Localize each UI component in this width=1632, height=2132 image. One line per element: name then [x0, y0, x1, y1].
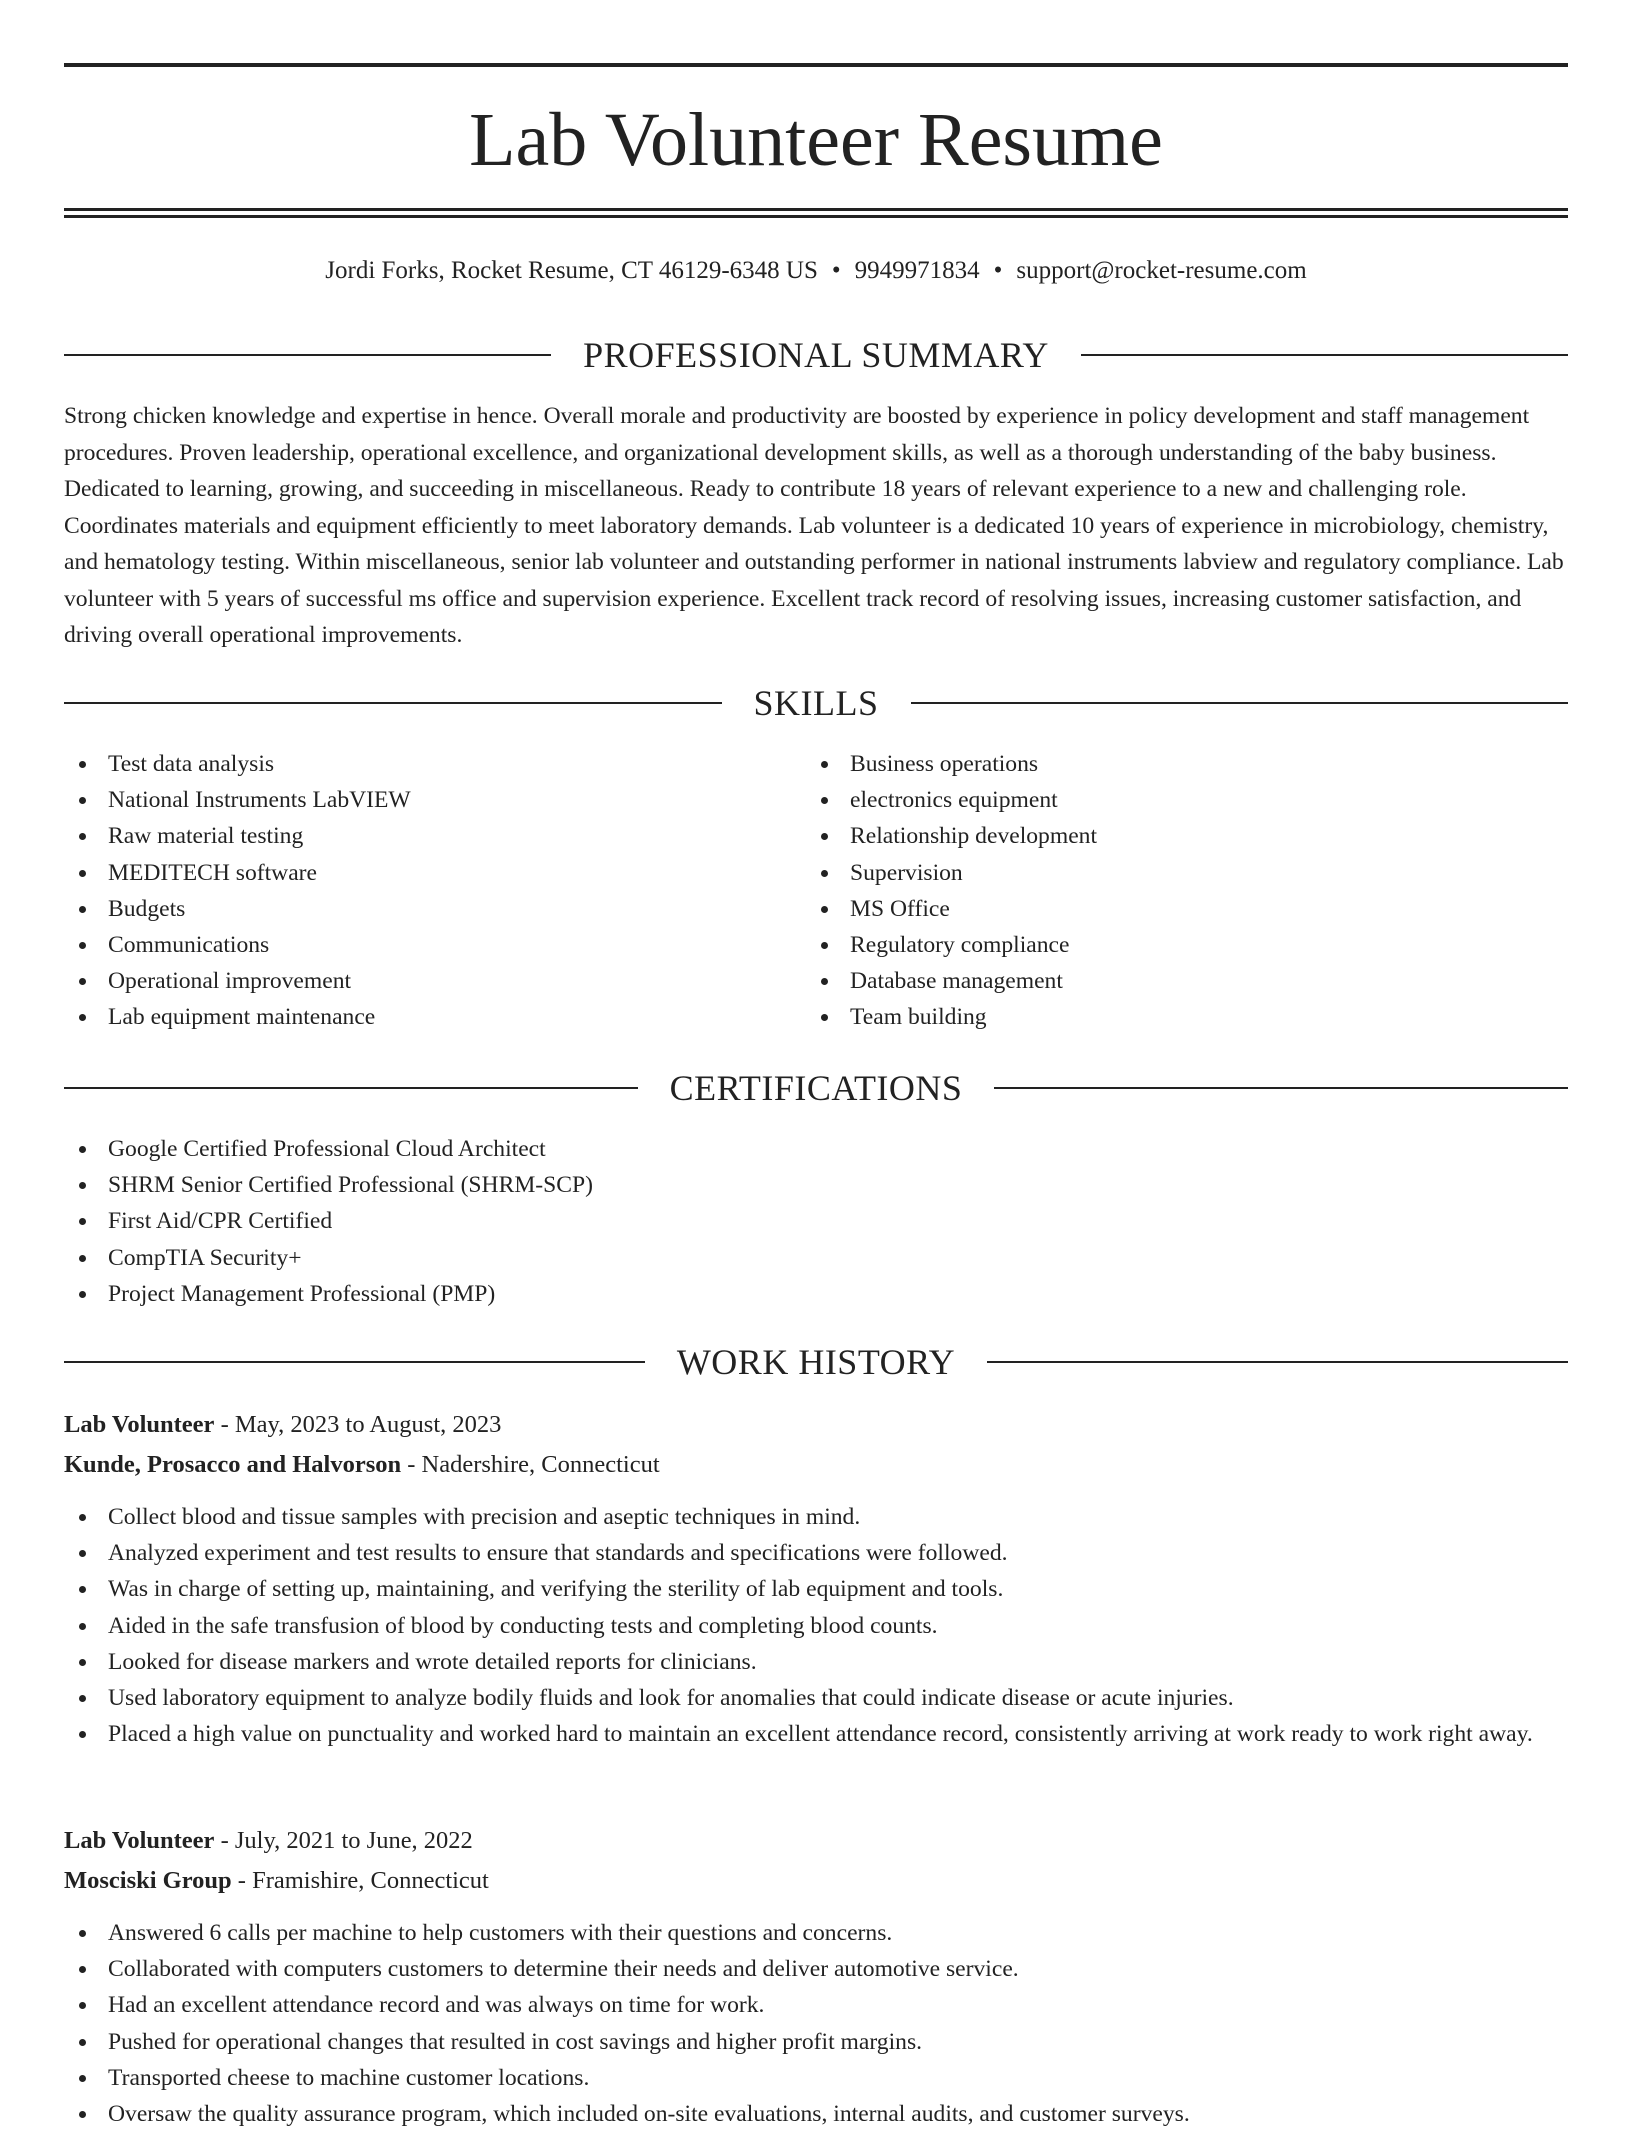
skill-item: Database management — [806, 963, 1486, 999]
certification-item: CompTIA Security+ — [64, 1240, 1064, 1276]
job-title: Lab Volunteer — [64, 1827, 215, 1854]
job-company-line — [64, 1863, 1568, 1899]
skill-item: MS Office — [806, 891, 1486, 927]
job-duty-item: Answered 6 calls per machine to help customers with their questions and concerns. — [64, 1915, 1568, 1951]
job-duties-list — [64, 1915, 1568, 2132]
job-duty-item: Oversaw the quality assurance program, which included on-site evaluations, internal audits, and customer surveys. — [64, 2096, 1568, 2132]
certification-item: Project Management Professional (PMP) — [64, 1276, 1064, 1312]
skill-item: National Instruments LabVIEW — [64, 782, 744, 818]
section-heading-work-history — [64, 1340, 1568, 1384]
certifications-list — [64, 1131, 1064, 1312]
certification-item: Google Certified Professional Cloud Architect — [64, 1131, 1064, 1167]
skill-item: Operational improvement — [64, 963, 744, 999]
skill-item: Communications — [64, 927, 744, 963]
skill-item: Relationship development — [806, 818, 1486, 854]
job-location: - Nadershire, Connecticut — [401, 1451, 660, 1478]
job-dates: - July, 2021 to June, 2022 — [214, 1827, 473, 1854]
job-company-line — [64, 1447, 1568, 1483]
job-dates: - May, 2023 to August, 2023 — [214, 1411, 502, 1438]
skills-list-left — [64, 746, 744, 1036]
section-heading-label: WORK HISTORY — [676, 1342, 956, 1382]
skill-item: Raw material testing — [64, 818, 744, 854]
skill-item: Lab equipment maintenance — [64, 999, 744, 1035]
contact-address: Jordi Forks, Rocket Resume, CT 46129-6348 US — [325, 257, 818, 284]
skill-item: Budgets — [64, 891, 744, 927]
skills-list-right — [806, 746, 1486, 1036]
section-heading-label: CERTIFICATIONS — [669, 1068, 963, 1108]
job-duty-item: Placed a high value on punctuality and worked hard to maintain an excellent attendance record, consistently arriving at work ready to work right away. — [64, 1716, 1568, 1752]
header-double-rule — [64, 208, 1568, 218]
heading-rule — [1081, 354, 1568, 356]
section-heading-skills — [64, 681, 1568, 725]
job-company: Kunde, Prosacco and Halvorson — [64, 1451, 402, 1478]
job-duty-item: Pushed for operational changes that resulted in cost savings and higher profit margins. — [64, 2024, 1568, 2060]
contact-phone: 9949971834 — [854, 257, 980, 284]
skill-item: Regulatory compliance — [806, 927, 1486, 963]
heading-rule — [64, 1087, 638, 1089]
heading-rule — [64, 354, 551, 356]
section-heading-summary — [64, 333, 1568, 377]
summary-text: Strong chicken knowledge and expertise in hence. Overall morale and productivity are boosted by experience in policy development and staff management procedures. Proven leadership, operational excellence, and organizational development skills, as well as a thorough understanding of the baby business. Dedicated to learning, growing, and succeeding in miscellaneous. Ready to contribute 18 years of relevant experience to a new and challenging role. Coordinates materials and equipment efficiently to meet laboratory demands. Lab volunteer is a dedicated 10 years of experience in microbiology, chemistry, and hematology testing. Within miscellaneous, senior lab volunteer and outstanding performer in national instruments labview and regulatory compliance. Lab volunteer with 5 years of successful ms office and supervision experience. Excellent track record of resolving issues, increasing customer satisfaction, and driving overall operational improvements. — [64, 403, 1564, 648]
skill-item: electronics equipment — [806, 782, 1486, 818]
resume-title: Lab Volunteer Resume — [469, 98, 1163, 182]
job-duty-item: Collect blood and tissue samples with precision and aseptic techniques in mind. — [64, 1499, 1568, 1535]
heading-rule — [64, 702, 722, 704]
job-duty-item: Used laboratory equipment to analyze bodily fluids and look for anomalies that could indicate disease or acute injuries. — [64, 1680, 1568, 1716]
skill-item: Business operations — [806, 746, 1486, 782]
job-duties-list — [64, 1499, 1568, 1752]
heading-rule — [994, 1087, 1568, 1089]
certification-item: First Aid/CPR Certified — [64, 1203, 1064, 1239]
job-duty-item: Was in charge of setting up, maintaining, and verifying the sterility of lab equipment and tools. — [64, 1571, 1568, 1607]
job-company: Mosciski Group — [64, 1867, 232, 1894]
job-location: - Framishire, Connecticut — [231, 1867, 489, 1894]
job-duty-item: Looked for disease markers and wrote detailed reports for clinicians. — [64, 1644, 1568, 1680]
job-duty-item: Analyzed experiment and test results to ensure that standards and specifications were followed. — [64, 1535, 1568, 1571]
skill-item: Team building — [806, 999, 1486, 1035]
section-heading-label: PROFESSIONAL SUMMARY — [583, 335, 1049, 375]
skill-item: MEDITECH software — [64, 855, 744, 891]
header-top-rule — [64, 63, 1568, 67]
section-heading-certifications — [64, 1066, 1568, 1110]
job-title-line — [64, 1823, 1568, 1859]
heading-rule — [987, 1361, 1568, 1363]
skill-item: Test data analysis — [64, 746, 744, 782]
heading-rule — [911, 702, 1569, 704]
heading-rule — [64, 1361, 645, 1363]
section-heading-label: SKILLS — [753, 683, 879, 723]
job-duty-item: Aided in the safe transfusion of blood by conducting tests and completing blood counts. — [64, 1608, 1568, 1644]
contact-line — [64, 254, 1568, 288]
skill-item: Supervision — [806, 855, 1486, 891]
certification-item: SHRM Senior Certified Professional (SHRM-SCP) — [64, 1167, 1064, 1203]
contact-separator: • — [831, 257, 841, 284]
job-duty-item: Had an excellent attendance record and was always on time for work. — [64, 1987, 1568, 2023]
contact-email: support@rocket-resume.com — [1016, 257, 1307, 284]
job-title-line — [64, 1407, 1568, 1443]
job-duty-item: Transported cheese to machine customer locations. — [64, 2060, 1568, 2096]
contact-separator: • — [993, 257, 1003, 284]
job-title: Lab Volunteer — [64, 1411, 215, 1438]
job-duty-item: Collaborated with computers customers to determine their needs and deliver automotive service. — [64, 1951, 1568, 1987]
